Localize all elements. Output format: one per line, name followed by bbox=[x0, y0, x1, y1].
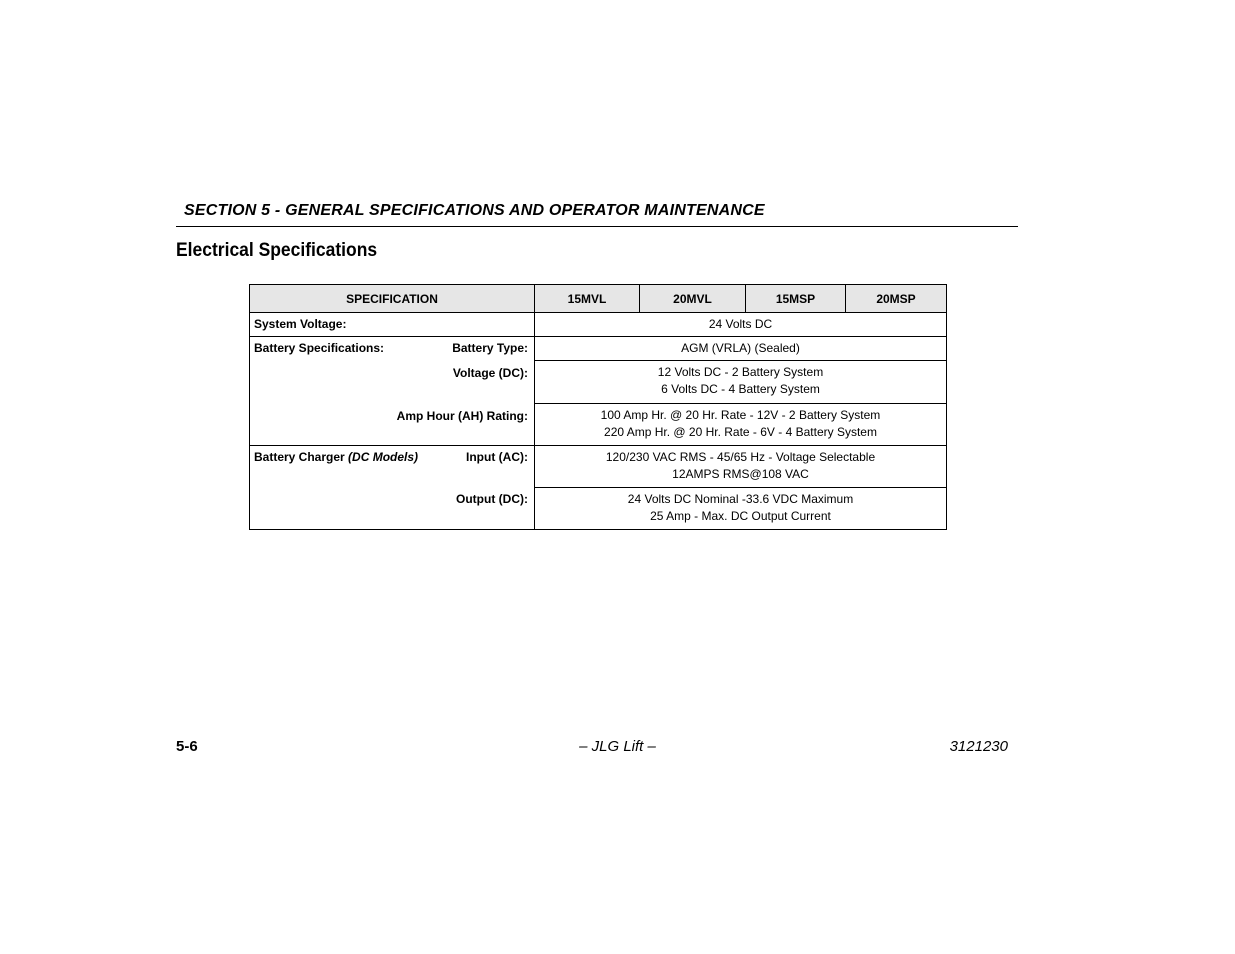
page-number: 5-6 bbox=[176, 738, 198, 755]
battery-specs-label: Battery Specifications: bbox=[254, 341, 385, 355]
battery-type-value: AGM (VRLA) (Sealed) bbox=[535, 337, 947, 361]
charger-output-label: Output (DC): bbox=[456, 492, 528, 506]
system-voltage-value: 24 Volts DC bbox=[535, 313, 947, 337]
column-header-20msp: 20MSP bbox=[846, 285, 947, 313]
table-header-row bbox=[250, 285, 947, 313]
battery-specs-label-cell bbox=[250, 337, 535, 446]
page-title: Electrical Specifications bbox=[176, 240, 378, 261]
battery-ah-line-1: 100 Amp Hr. @ 20 Hr. Rate - 12V - 2 Battery System bbox=[600, 408, 881, 422]
electrical-specs-table bbox=[249, 284, 947, 530]
battery-ah-label: Amp Hour (AH) Rating: bbox=[396, 409, 528, 423]
charger-output-value bbox=[535, 488, 947, 530]
header-rule bbox=[176, 226, 1018, 227]
charger-output-line-2: 25 Amp - Max. DC Output Current bbox=[650, 509, 831, 523]
battery-voltage-label: Voltage (DC): bbox=[452, 366, 528, 380]
battery-type-label: Battery Type: bbox=[452, 341, 528, 355]
battery-voltage-value bbox=[535, 361, 947, 404]
charger-output-line-1: 24 Volts DC Nominal -33.6 VDC Maximum bbox=[627, 492, 854, 506]
battery-ah-line-2: 220 Amp Hr. @ 20 Hr. Rate - 6V - 4 Battery System bbox=[604, 425, 877, 439]
column-header-15mvl: 15MVL bbox=[535, 285, 640, 313]
section-header: SECTION 5 - GENERAL SPECIFICATIONS AND OPERATOR MAINTENANCE bbox=[184, 202, 765, 219]
battery-voltage-line-2: 6 Volts DC - 4 Battery System bbox=[661, 382, 820, 396]
charger-input-value bbox=[535, 446, 947, 488]
charger-input-label: Input (AC): bbox=[466, 450, 528, 464]
system-voltage-label-cell bbox=[250, 313, 535, 337]
footer-brand: – JLG Lift – bbox=[579, 738, 656, 755]
document-number: 3121230 bbox=[949, 738, 1008, 755]
column-header-specification: SPECIFICATION bbox=[250, 285, 535, 313]
table-row bbox=[250, 446, 947, 488]
battery-charger-note: (DC Models) bbox=[348, 450, 419, 464]
column-header-20mvl: 20MVL bbox=[640, 285, 746, 313]
charger-input-line-2: 12AMPS RMS@108 VAC bbox=[672, 467, 809, 481]
battery-ah-value bbox=[535, 404, 947, 446]
battery-voltage-line-1: 12 Volts DC - 2 Battery System bbox=[657, 365, 824, 379]
table-row bbox=[250, 337, 947, 361]
battery-charger-label: Battery Charger (DC Models) bbox=[254, 450, 419, 464]
system-voltage-label: System Voltage: bbox=[254, 317, 347, 331]
table-row bbox=[250, 313, 947, 337]
charger-input-line-1: 120/230 VAC RMS - 45/65 Hz - Voltage Selectable bbox=[605, 450, 876, 464]
battery-charger-label-cell bbox=[250, 446, 535, 530]
column-header-15msp: 15MSP bbox=[746, 285, 846, 313]
